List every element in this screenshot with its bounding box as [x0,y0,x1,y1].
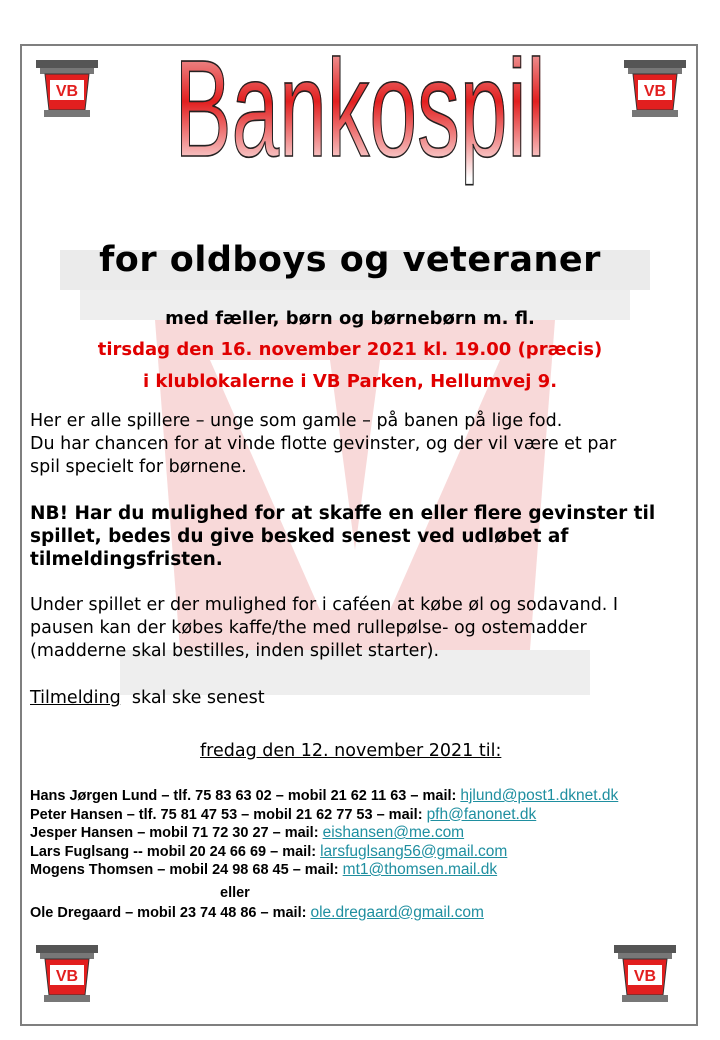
email-link[interactable]: mt1@thomsen.mail.dk [342,861,498,878]
audience-line: med fæller, børn og børnebørn m. fl. [165,308,535,329]
vb-logo-icon [614,945,676,1003]
date-line: tirsdag den 16. november 2021 kl. 19.00 (præcis) [97,339,603,360]
page-subtitle: for oldboys og veteraner [99,240,601,280]
intro-paragraph: Her er alle spillere – unge som gamle – på banen på lige fod. Du har chancen for at vinde flotte gevinster, og der vil være et par spil specielt for børnene. [30,411,617,477]
svg-text:VB: VB [643,83,667,100]
signup-rest: skal ske senest [131,688,265,708]
email-link[interactable]: hjlund@post1.dknet.dk [460,787,619,804]
or-separator: eller [220,884,250,901]
contact-list [30,787,700,922]
svg-text:VB: VB [55,968,79,985]
email-link[interactable]: pfh@fanonet.dk [426,805,537,823]
contact-row: Peter Hansen – tlf. 75 81 47 53 – mobil 21 62 77 53 – mail: pfh@fanonet.dk [30,805,537,823]
email-link[interactable]: larsfuglsang56@gmail.com [320,842,508,860]
contact-row: Hans Jørgen Lund – tlf. 75 83 63 02 – mobil 21 62 11 63 – mail: hjlund@post1.dknet.dk [30,787,619,804]
page-title: Bankospil [174,32,546,186]
email-link[interactable]: eishansen@me.com [322,824,465,841]
signup-line [30,687,690,710]
prize-notice: NB! Har du mulighed for at skaffe en eller flere gevinster til spillet, bedes du give besked senest ved udløbet af tilmeldingsfristen. [30,503,656,570]
vb-logo-icon [36,60,98,118]
deadline-line: fredag den 12. november 2021 til: [200,741,502,761]
contact-row: Ole Dregaard – mobil 23 74 48 86 – mail: ole.dregaard@gmail.com [30,903,484,921]
signup-label: Tilmelding [30,688,121,708]
svg-text:VB: VB [633,968,657,985]
cafe-paragraph: Under spillet er der mulighed for i caféen at købe øl og sodavand. I pausen kan der købes kaffe/the med rullepølse- og ostemadder (madderne skal bestilles, inden spillet starter). [30,595,619,661]
svg-text:VB: VB [55,83,79,100]
location-line: i klublokalerne i VB Parken, Hellumvej 9. [142,371,558,392]
contact-row: Jesper Hansen – mobil 71 72 30 27 – mail: eishansen@me.com [30,824,465,841]
vb-logo-icon [36,945,98,1003]
vb-logo-icon [624,60,686,118]
contact-row: Lars Fuglsang -- mobil 20 24 66 69 – mail: larsfuglsang56@gmail.com [30,842,508,860]
email-link[interactable]: ole.dregaard@gmail.com [310,903,484,921]
contact-row: Mogens Thomsen – mobil 24 98 68 45 – mail: mt1@thomsen.mail.dk [30,861,498,878]
